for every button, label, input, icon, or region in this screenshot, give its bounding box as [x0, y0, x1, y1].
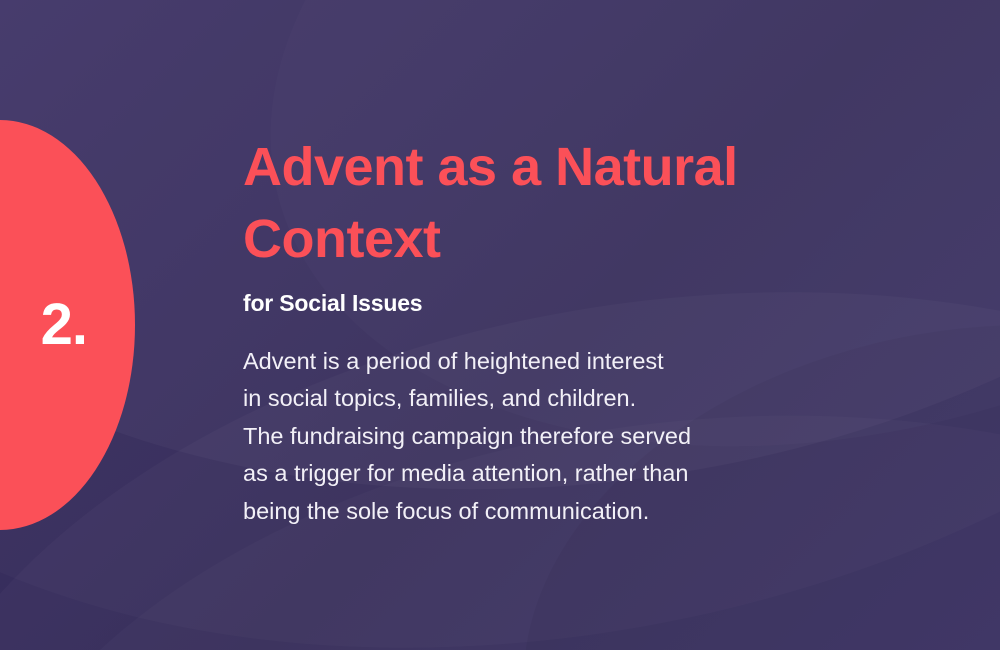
- slide-subtitle: for Social Issues: [243, 289, 423, 316]
- body-line: as a trigger for media attention, rather than: [243, 460, 689, 487]
- body-line: being the sole focus of communication.: [243, 498, 650, 524]
- body-line: Advent is a period of heightened interest: [243, 347, 664, 374]
- body-line: The fundraising campaign therefore served: [243, 422, 692, 449]
- slide-number-label: 2.: [40, 292, 87, 357]
- slide-title: Advent as a Natural Context: [243, 137, 738, 269]
- slide-content: [243, 132, 863, 531]
- body-line: in social topics, families, and children.: [243, 385, 637, 412]
- slide-number-badge: [0, 120, 135, 530]
- slide-body: [243, 343, 823, 531]
